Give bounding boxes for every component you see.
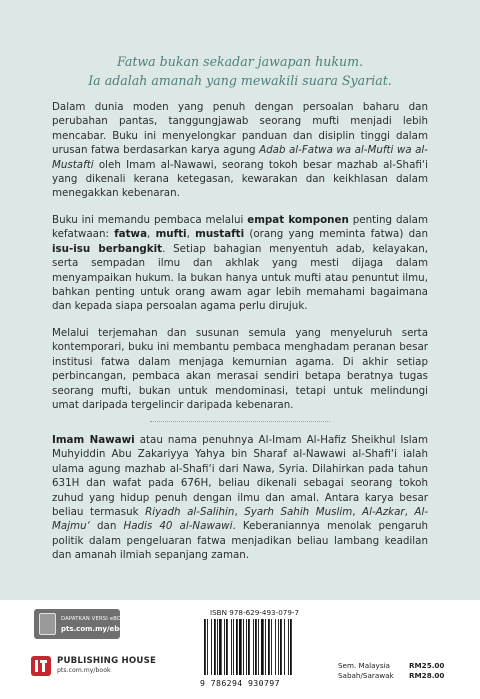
publisher-name: PUBLISHING HOUSE: [57, 656, 157, 666]
price-regions: [338, 661, 394, 680]
tagline-quote: [0, 52, 480, 90]
pts-logo-icon: [30, 654, 52, 678]
tagline-line-1: Fatwa bukan sekadar jawapan hukum.: [116, 54, 364, 69]
author-name: Imam Nawawi: [52, 434, 135, 446]
barcode-icon: [203, 619, 315, 675]
price-region-peninsular: Sem. Malaysia: [338, 661, 390, 670]
price-region-east: Sabah/Sarawak: [338, 670, 394, 680]
publisher-url: pts.com.my/book: [57, 667, 111, 674]
section-divider: [150, 421, 330, 422]
author-bio-paragraph: Imam Nawawi atau nama penuhnya Al-Imam Al-Hafiz Sheikhul Islam Muhyiddin Abu Zakariyya Yahya bin Sharaf al-Nawawi al-Shafi‘i ialah ulama agung mazhab al-Shafi‘i dari Nawa, Syria. Dilahirkan pada tahun 631H dan wafat pada 676H, beliau dikenali sebagai seorang tokoh zuhud yang hidup penuh dengan ilmu dan amal. Antara karya besar beliau termasuk Riyadh al-Salihin, Syarh Sahih Muslim, Al-Azkar, Al-Majmu‘ dan Hadis 40 al-Nawawi. Keberaniannya menolak pengaruh politik dalam pengeluaran fatwa menjadikan beliau lambang keadilan dan amanah ilmiah sepanjang zaman.: [52, 434, 429, 562]
price-east: RM28.00: [409, 670, 445, 680]
synopsis-paragraph-3: Melalui terjemahan dan susunan semula yang menyeluruh serta kontemporari, buku ini membantu pembaca menghadam peranan besar institusi fatwa dalam menjaga kemurnian agama. Di akhir setiap perbincangan, pembaca akan merasai sendiri betapa beratnya tugas seorang mufti, bukan untuk mendominasi, tetapi untuk melindungi umat daripada tergelincir daripada kebenaran.: [52, 327, 428, 412]
ebook-badge-url: pts.com.my/ebook: [61, 625, 134, 633]
publisher-block: [30, 653, 156, 679]
book-title-ref: Adab al-Fatwa wa al-Mufti wa al-Mustafti: [52, 144, 428, 171]
price-peninsular: RM25.00: [409, 661, 445, 670]
barcode-digits: 9 786294 930797: [200, 678, 280, 688]
ebook-badge-caption: DAPATKAN VERSI eBOOK: [61, 616, 130, 622]
isbn-label: ISBN 978-629-493-079-7: [210, 608, 300, 617]
synopsis-paragraph-1: Dalam dunia moden yang penuh dengan persoalan baharu dan perubahan pantas, tanggungjawab seorang mufti menjadi lebih mencabar. Buku ini menyelongkar panduan dan disiplin tinggi dalam urusan fatwa berdasarkan karya agung Adab al-Fatwa wa al-Mufti wa al-Mustafti oleh Imam al-Nawawi, seorang tokoh besar mazhab al-Shafi‘i yang dikenali kerana ketegasan, kewarakan dan keikhlasan dalam menegakkan kebenaran.: [52, 101, 428, 200]
ebook-badge: [34, 609, 134, 639]
ebook-device-icon: [39, 613, 56, 635]
price-values: [409, 661, 444, 680]
synopsis-paragraph-2: Buku ini memandu pembaca melalui empat komponen penting dalam kefatwaan: fatwa, mufti, mustafti (orang yang meminta fatwa) dan isu-isu berbangkit. Setiap bahagian menyentuh adab, kelayakan, serta sempadan ilmu dan akhlak yang mesti dijaga dalam menyampaikan hukum. Ia bukan hanya untuk mufti atau penuntut ilmu, bahkan penting untuk orang awam agar lebih memahami bagaimana dan kepada siapa persoalan agama perlu dirujuk.: [52, 214, 429, 313]
tagline-line-2: Ia adalah amanah yang mewakili suara Syariat.: [88, 73, 392, 88]
